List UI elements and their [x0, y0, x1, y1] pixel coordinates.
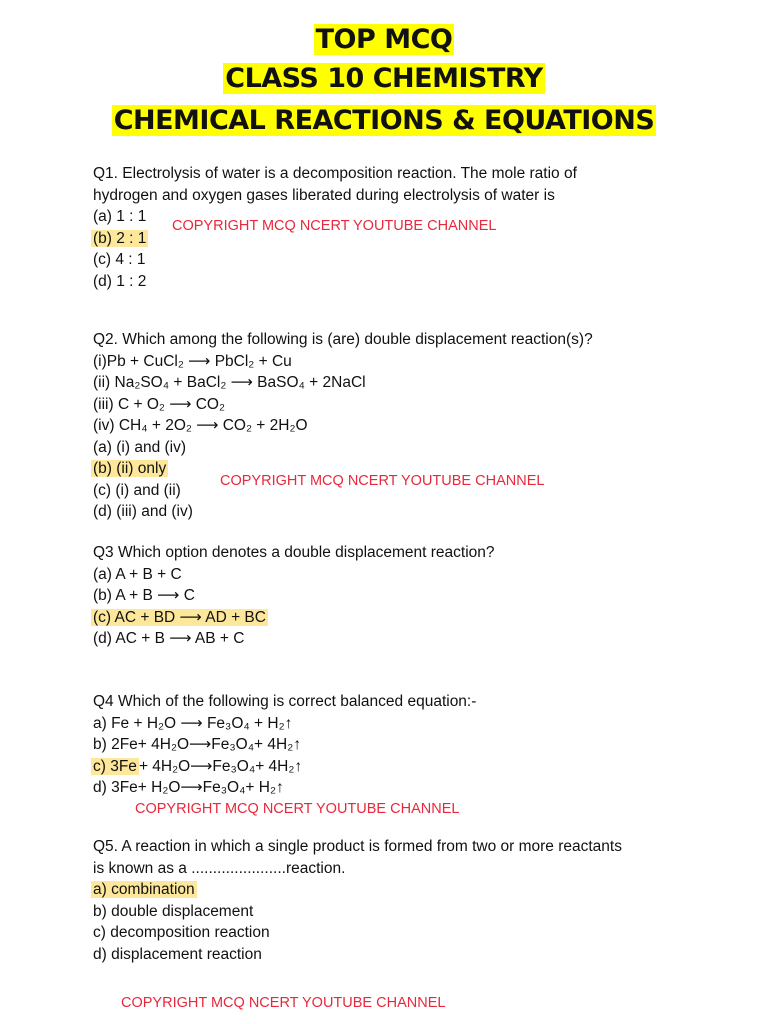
answer-highlight: (b) 2 : 1	[93, 229, 147, 247]
question-3-option-b: (b) A + B ⟶ C	[93, 587, 195, 604]
question-4-stem: Q4 Which of the following is correct balanced equation:-	[93, 693, 477, 710]
question-1-stem-line-1: Q1. Electrolysis of water is a decomposition reaction. The mole ratio of	[93, 165, 577, 182]
answer-highlight: (c) AC + BD ⟶ AD + BC	[93, 608, 266, 626]
title-line-2: CLASS 10 CHEMISTRY	[225, 63, 543, 94]
copyright-notice: COPYRIGHT MCQ NCERT YOUTUBE CHANNEL	[121, 995, 446, 1011]
question-5-option-b: b) double displacement	[93, 902, 254, 920]
question-5	[93, 836, 622, 965]
copyright-notice: COPYRIGHT MCQ NCERT YOUTUBE CHANNEL	[135, 801, 460, 817]
question-2-reaction-ii: (ii) Na₂SO₄ + BaCl₂ ⟶ BaSO₄ + 2NaCl	[93, 374, 366, 391]
question-2-reaction-iv: (iv) CH₄ + 2O₂ ⟶ CO₂ + 2H₂O	[93, 417, 308, 434]
question-1-option-a: (a) 1 : 1	[93, 208, 147, 225]
question-5-option-d: d) displacement reaction	[93, 945, 262, 963]
title-line-1: TOP MCQ	[315, 24, 453, 55]
question-3-option-c	[93, 607, 495, 629]
question-4	[93, 691, 476, 799]
question-3	[93, 542, 495, 650]
question-4-option-c-rest: + 4H₂O⟶Fe₃O₄+ 4H₂↑	[138, 757, 303, 775]
question-4-option-b: b) 2Fe+ 4H₂O⟶Fe₃O₄+ 4H₂↑	[93, 736, 301, 753]
question-1-option-c: (c) 4 : 1	[93, 251, 146, 268]
question-2-option-d: (d) (iii) and (iv)	[93, 503, 193, 520]
answer-highlight: a) combination	[93, 881, 195, 898]
question-2-stem: Q2. Which among the following is (are) double displacement reaction(s)?	[93, 331, 593, 348]
question-4-option-a: a) Fe + H₂O ⟶ Fe₃O₄ + H₂↑	[93, 714, 293, 732]
question-4-option-d: d) 3Fe+ H₂O⟶Fe₃O₄+ H₂↑	[93, 779, 284, 796]
question-3-option-a: (a) A + B + C	[93, 565, 182, 583]
question-2-reaction-iii: (iii) C + O₂ ⟶ CO₂	[93, 395, 225, 413]
question-3-stem: Q3 Which option denotes a double displacement reaction?	[93, 544, 495, 561]
title-line-3: CHEMICAL REACTIONS & EQUATIONS	[113, 105, 655, 136]
question-2-option-c: (c) (i) and (ii)	[93, 481, 181, 499]
question-5-option-c: c) decomposition reaction	[93, 924, 270, 941]
question-2-reaction-i: (i)Pb + CuCl₂ ⟶ PbCl₂ + Cu	[93, 352, 292, 370]
answer-highlight: c) 3Fe	[93, 757, 137, 775]
question-2	[93, 329, 593, 523]
answer-highlight: (b) (ii) only	[93, 460, 167, 477]
question-2-option-a: (a) (i) and (iv)	[93, 438, 187, 456]
question-1-stem-line-2: hydrogen and oxygen gases liberated during electrolysis of water is	[93, 186, 555, 204]
question-3-option-d: (d) AC + B ⟶ AB + C	[93, 630, 245, 647]
question-5-option-a	[93, 879, 622, 901]
question-4-option-c	[93, 756, 476, 778]
question-5-stem-line-2: is known as a ......................reaction.	[93, 859, 346, 877]
question-5-stem-line-1: Q5. A reaction in which a single product is formed from two or more reactants	[93, 838, 622, 855]
question-1-option-d: (d) 1 : 2	[93, 272, 147, 290]
copyright-notice: COPYRIGHT MCQ NCERT YOUTUBE CHANNEL	[172, 218, 497, 234]
copyright-notice: COPYRIGHT MCQ NCERT YOUTUBE CHANNEL	[220, 473, 545, 489]
